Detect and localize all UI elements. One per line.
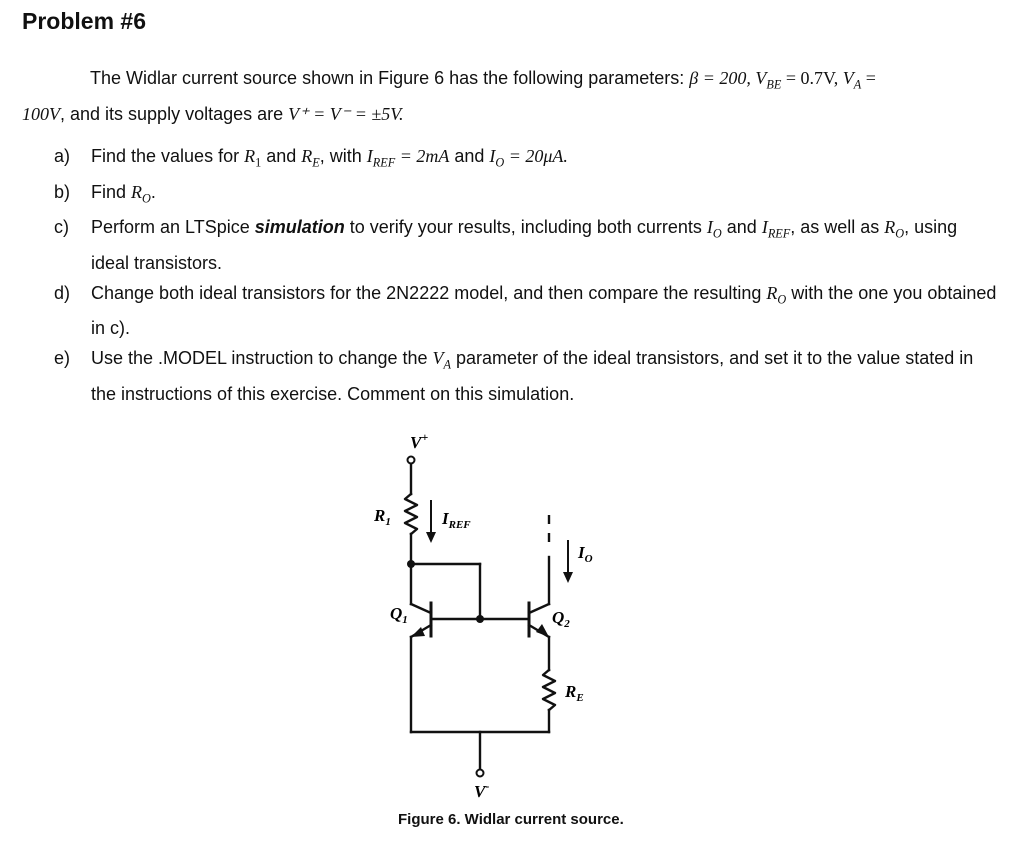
vminus-label: V-: [474, 779, 490, 801]
junction-dot: [407, 560, 415, 568]
r1-label: $R_1$: [374, 506, 391, 528]
re-label: $R_E$: [565, 682, 584, 704]
problem-title: Problem #6: [22, 8, 146, 34]
iref-arrow: [426, 532, 436, 543]
task-item-c: c) Perform an LTSpice simulation to verify your results, including both currents $I_O$ and $I_{REF}$, as well as $R_O$, using ideal transistors.: [54, 217, 958, 273]
iref-label: $I_{REF}$: [442, 509, 471, 531]
vplus-label: V+: [410, 430, 429, 452]
junction-dot: [476, 615, 484, 623]
q1-label: $Q_1$: [390, 604, 408, 626]
task-item-b: b) Find $R_O$.: [54, 181, 156, 206]
io-label: $I_O$: [578, 543, 593, 565]
statement-line-2: 100V, and its supply voltages are V⁺ = V⁻ = ±5V.: [22, 103, 404, 124]
vplus-terminal: [408, 457, 415, 464]
q2-label: $Q_2$: [552, 608, 570, 630]
task-item-a: a) Find the values for $R_1$ and $R_E$, with $I_{REF} = 2mA$ and $I_O = 20\mu A$.: [54, 146, 568, 170]
task-item-d: d) Change both ideal transistors for the 2N2222 model, and then compare the resulting $R_O$ with the one you obtained in c).: [54, 282, 997, 339]
task-item-e: e) Use the .MODEL instruction to change the $V_A$ parameter of the ideal transistors, and set it to the value stated in the instructions of this exercise. Comment on this simulation.: [54, 348, 974, 404]
statement-line-1: The Widlar current source shown in Figure 6 has the following parameters: β = 200, $V_{BE} = 0.7V$, $V_A$ =: [90, 68, 876, 92]
io-arrow: [563, 572, 573, 583]
figure-caption: Figure 6. Widlar current source.: [398, 811, 624, 828]
q2-emitter-arrow: [536, 624, 549, 637]
vminus-terminal: [477, 770, 484, 777]
